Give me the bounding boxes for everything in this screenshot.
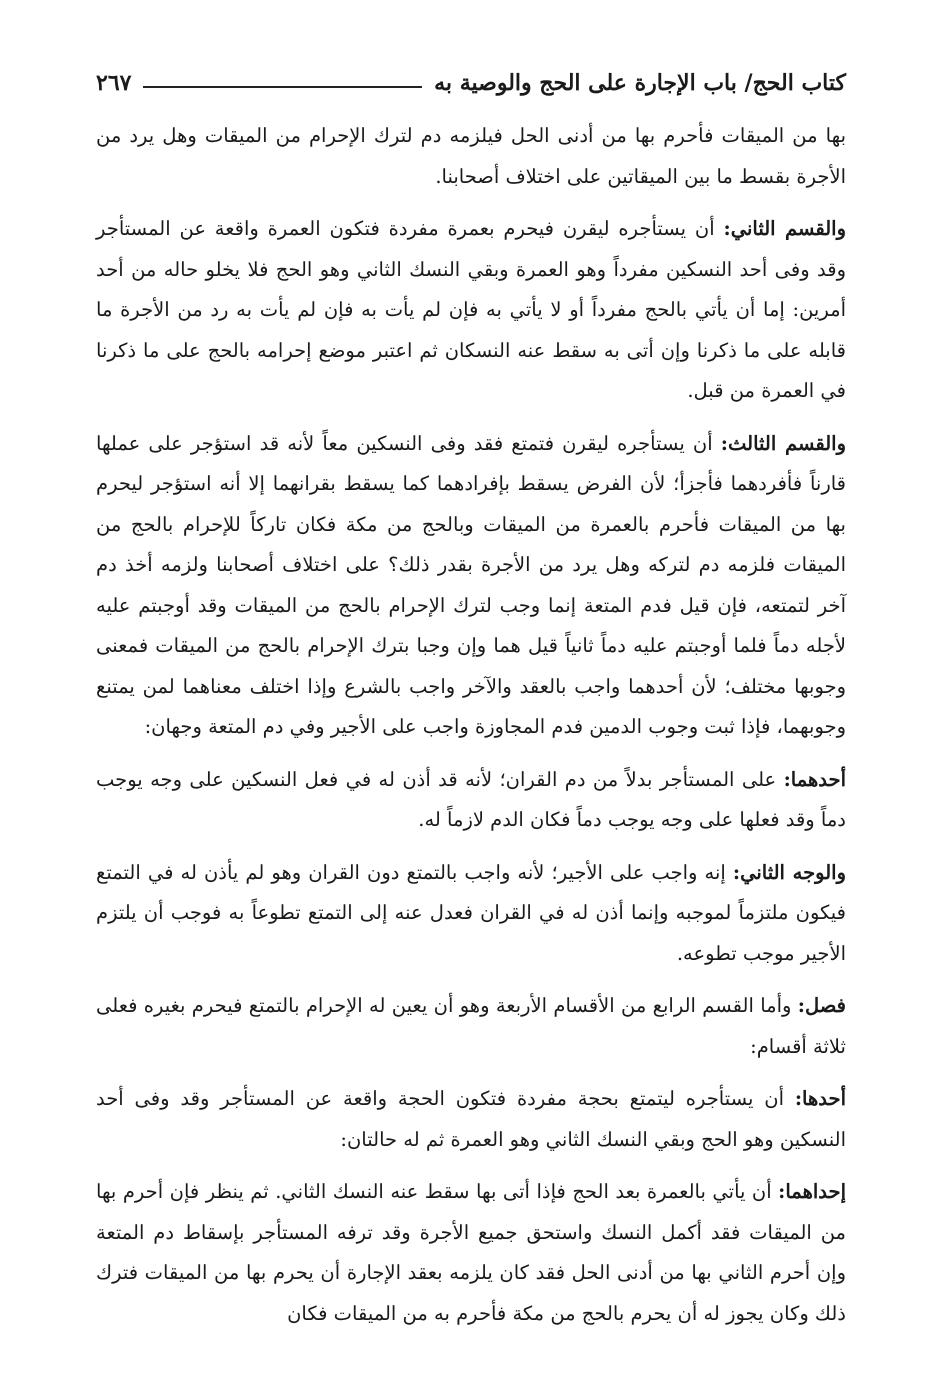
paragraph-text: أن يستأجره ليقرن فتمتع فقد وفى النسكين معاً لأنه قد استؤجر على عملها قارناً فأفردهما فأجزأ؛ لأن الفرض يسقط بإفرادهما كما يسقط بقرانهما إلا أنه استؤجر ليحرم بها من الميقات فأحرم بالعمرة من الميقات وبالحج من مكة فكان تاركاً للإحرام بالحج من الميقات فلزمه دم لتركه وهل يرد من الأجرة بقدر ذلك؟ على اختلاف أصحابنا ولزمه أخذ دم آخر لتمتعه، فإن قيل فدم المتعة إنما وجب لترك الإحرام بالحج من الميقات وقد أوجبتم عليه لأجله دماً فلما أوجبتم عليه دماً ثانياً قيل هما وإن وجبا بترك الإحرام بالحج من الميقات فمعنى وجوبها مختلف؛ لأن أحدهما واجب بالعقد والآخر واجب بالشرع وإذا اختلف معناهما لمن يمتنع وجوبهما، فإذا ثبت وجوب الدمين فدم المجاوزة واجب على الأجير وفي دم المتعة وجهان: <box>96 431 846 738</box>
paragraph-text: أن يستأجره ليقرن فيحرم بعمرة مفردة فتكون العمرة واقعة عن المستأجر وقد وفى أحد النسكين مفرداً وهو العمرة وبقي النسك الثاني وهو الحج فلا يخلو حاله من أحد أمرين: إما أن يأتي بالحج مفرداً أو لا يأتي به فإن لم يأت به فإن لم يأت به رد من الأجرة ما قابله على ما ذكرنا وإن أتى به سقط عنه النسكان ثم اعتبر موضع إحرامه بالحج على ما ذكرنا في العمرة من قبل. <box>96 217 846 402</box>
paragraph-lead: إحداهما: <box>778 1180 846 1203</box>
paragraph <box>96 116 846 197</box>
paragraph <box>96 853 846 975</box>
paragraph <box>96 760 846 841</box>
paragraph-lead: والقسم الثالث: <box>720 431 846 455</box>
paragraph-text: إنه واجب على الأجير؛ لأنه واجب بالتمتع دون القران وهو لم يأذن له في التمتع فيكون ملتزماً لموجبه وإنما أذن له في القران فعدل عنه إلى التمتع تطوعاً به فوجب أن يلتزم الأجير موجب تطوعه. <box>96 860 846 965</box>
paragraph-lead: أحدها: <box>794 1087 846 1110</box>
header-rule <box>143 86 422 88</box>
paragraph-text: أن يأتي بالعمرة بعد الحج فإذا أتى بها سقط عنه النسك الثاني. ثم ينظر فإن أحرم بها من الميقات فقد أكمل النسك واستحق جميع الأجرة وقد ترفه المستأجر بإسقاط دم المتعة وإن أحرم الثاني بها من أدنى الحل فقد كان يلزمه بعقد الإجارة أن يحرم بها من الميقات فترك ذلك وكان يجوز له أن يحرم بالحج من مكة فأحرم به من الميقات فكان <box>96 1180 846 1325</box>
paragraph-lead: أحدهما: <box>783 767 846 791</box>
paragraph <box>96 1172 846 1334</box>
paragraph-text: أن يستأجره ليتمتع بحجة مفردة فتكون الحجة واقعة عن المستأجر وقد وفى أحد النسكين وهو الحج وبقي النسك الثاني وهو العمرة ثم له حالتان: <box>96 1087 846 1151</box>
paragraph <box>96 986 846 1067</box>
paragraph-text: على المستأجر بدلاً من دم القران؛ لأنه قد أذن له في فعل النسكين على وجه يوجب دماً وقد فعلها على وجه يوجب دماً فكان الدم لازماً له. <box>96 767 846 831</box>
paragraph-text: وأما القسم الرابع من الأقسام الأربعة وهو أن يعين له الإحرام بالتمتع فيحرم بغيره فعلى ثلاثة أقسام: <box>96 994 846 1058</box>
paragraph <box>96 1079 846 1160</box>
paragraph <box>96 209 846 412</box>
paragraph-text: بها من الميقات فأحرم بها من أدنى الحل فيلزمه دم لترك الإحرام من الميقات وهل يرد من الأجرة بقسط ما بين الميقاتين على اختلاف أصحابنا. <box>96 124 846 188</box>
page-number: ٢٦٧ <box>96 70 132 96</box>
paragraph <box>96 424 846 748</box>
paragraph-lead: فصل: <box>797 994 846 1017</box>
paragraph-lead: والوجه الثاني: <box>732 860 846 884</box>
paragraph-lead: والقسم الثاني: <box>723 217 846 240</box>
book-page <box>96 62 846 1346</box>
chapter-title: كتاب الحج/ باب الإجارة على الحج والوصية به <box>434 70 846 96</box>
running-header <box>96 62 846 104</box>
